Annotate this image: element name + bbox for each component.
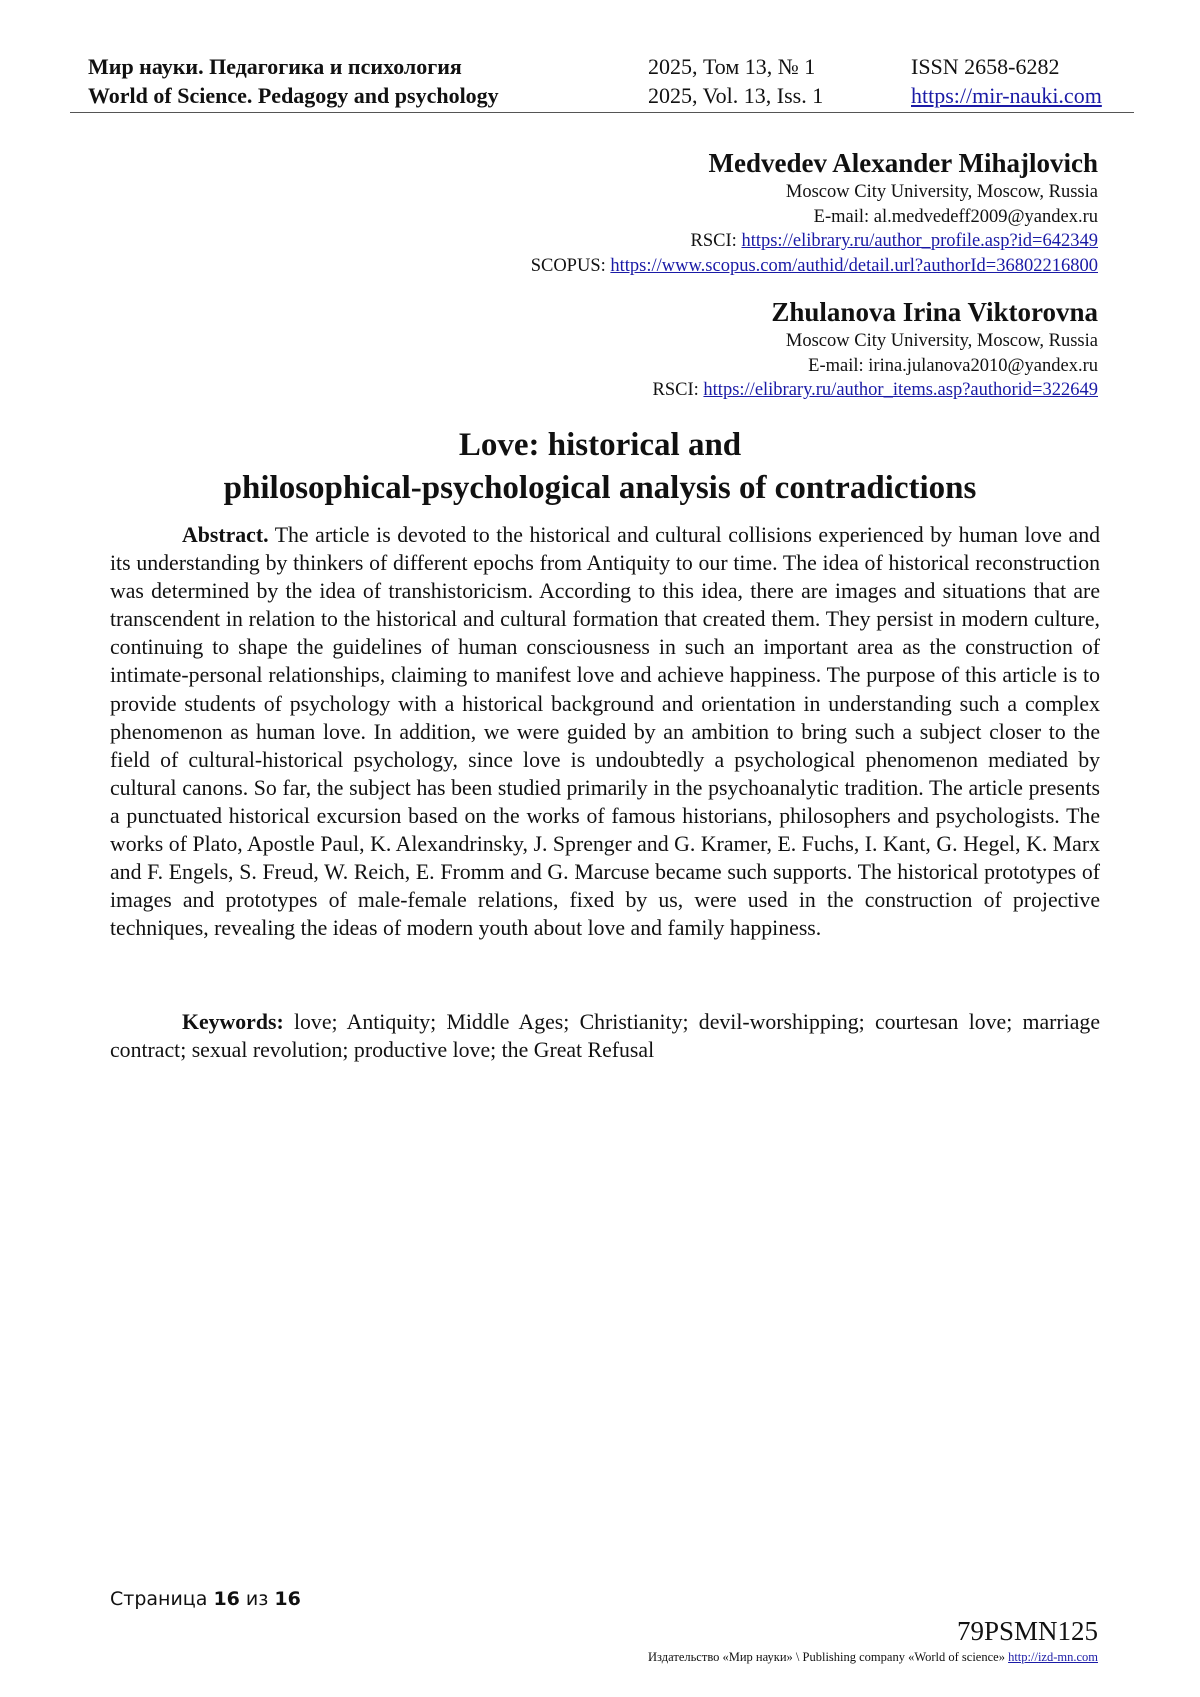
author-email: irina.julanova2010@yandex.ru bbox=[868, 355, 1098, 376]
author-name: Zhulanova Irina Viktorovna bbox=[771, 297, 1098, 327]
article-title bbox=[100, 424, 1100, 510]
keywords-paragraph bbox=[110, 1008, 1100, 1064]
author-name: Medvedev Alexander Mihajlovich bbox=[708, 148, 1098, 178]
publisher-line bbox=[648, 1650, 1098, 1665]
article-title-line: philosophical-psychological analysis of contradictions bbox=[223, 470, 977, 506]
scopus-label: SCOPUS: bbox=[530, 255, 611, 276]
journal-site-link[interactable]: https://mir-nauki.com bbox=[911, 83, 1102, 108]
page-current: 16 bbox=[213, 1588, 240, 1610]
author-scopus-line bbox=[531, 254, 1098, 279]
scopus-link[interactable]: https://www.scopus.com/authid/detail.url?authorId=36802216800 bbox=[610, 255, 1098, 276]
issue-en: 2025, Vol. 13, Iss. 1 bbox=[648, 83, 824, 108]
author-rsci-line bbox=[653, 378, 1098, 403]
page-total: 16 bbox=[274, 1588, 301, 1610]
header-divider bbox=[70, 112, 1134, 113]
keywords-text: love; Antiquity; Middle Ages; Christianity; devil-worshipping; courtesan love; marriage contract; sexual revolution; productive love; the Great Refusal bbox=[110, 1010, 1100, 1063]
author-email-line bbox=[531, 205, 1098, 230]
author-email: al.medvedeff2009@yandex.ru bbox=[873, 206, 1098, 227]
journal-title-ru: Мир науки. Педагогика и психология bbox=[88, 54, 462, 79]
publisher-link[interactable]: http://izd-mn.com bbox=[1008, 1650, 1098, 1664]
page-of: из bbox=[239, 1588, 275, 1610]
issn: ISSN 2658-6282 bbox=[911, 54, 1060, 79]
author-email-line bbox=[653, 354, 1098, 379]
article-code: 79PSMN125 bbox=[956, 1616, 1098, 1646]
journal-title-en: World of Science. Pedagogy and psychology bbox=[88, 83, 499, 108]
author-block bbox=[531, 146, 1098, 278]
email-label: E-mail: bbox=[808, 355, 869, 376]
page-counter bbox=[110, 1588, 301, 1610]
page-word: Страница bbox=[110, 1588, 214, 1610]
author-affiliation: Moscow City University, Moscow, Russia bbox=[785, 182, 1098, 202]
issn-block bbox=[911, 52, 1102, 110]
abstract-label: Abstract. bbox=[182, 523, 269, 547]
abstract-text: The article is devoted to the historical and cultural collisions experienced by human love and its understanding by thinkers of different epochs from Antiquity to our time. The idea of historical reconstruction was determined by the idea of transhistoricism. According to this idea, there are images and situations that are transcendent in relation to the historical and cultural formation that created them. They persist in modern culture, continuing to shape the guidelines of human consciousness in such an important area as the construction of intimate-personal relationships, claiming to manifest love and achieve happiness. The purpose of this article is to provide students of psychology with a historical background and orientation in understanding such a complex phenomenon as human love. In addition, we were guided by an ambition to bring such a subject closer to the field of cultural-historical psychology, since love is undoubtedly a psychological phenomenon mediated by cultural canons. So far, the subject has been studied primarily in the psychoanalytic tradition. The article presents a punctuated historical excursion based on the works of famous historians, philosophers and psychologists. The works of Plato, Apostle Paul, K. Alexandrinsky, J. Sprenger and G. Kramer, E. Fuchs, I. Kant, G. Hegel, K. Marx and F. Engels, S. Freud, W. Reich, E. Fromm and G. Marcuse became such supports. The historical prototypes of images and prototypes of male-female relations, fixed by us, were used in the construction of projective techniques, revealing the ideas of modern youth about love and family happiness. bbox=[110, 523, 1100, 941]
author-affiliation: Moscow City University, Moscow, Russia bbox=[785, 331, 1098, 351]
rsci-label: RSCI: bbox=[652, 380, 704, 400]
author-block bbox=[653, 295, 1098, 403]
author-rsci-line bbox=[531, 229, 1098, 254]
rsci-label: RSCI: bbox=[690, 231, 742, 251]
keywords-label: Keywords: bbox=[182, 1010, 284, 1034]
abstract-paragraph bbox=[110, 521, 1100, 942]
issue-ru: 2025, Том 13, № 1 bbox=[648, 54, 816, 79]
rsci-link[interactable]: https://elibrary.ru/author_profile.asp?id=642349 bbox=[741, 231, 1098, 251]
email-label: E-mail: bbox=[813, 206, 874, 227]
journal-title-block bbox=[88, 52, 499, 110]
issue-block bbox=[648, 52, 823, 110]
article-title-line: Love: historical and bbox=[458, 427, 742, 463]
rsci-link[interactable]: https://elibrary.ru/author_items.asp?authorid=322649 bbox=[703, 380, 1098, 400]
publisher-text: Издательство «Мир науки» \ Publishing company «World of science» bbox=[648, 1650, 1009, 1664]
